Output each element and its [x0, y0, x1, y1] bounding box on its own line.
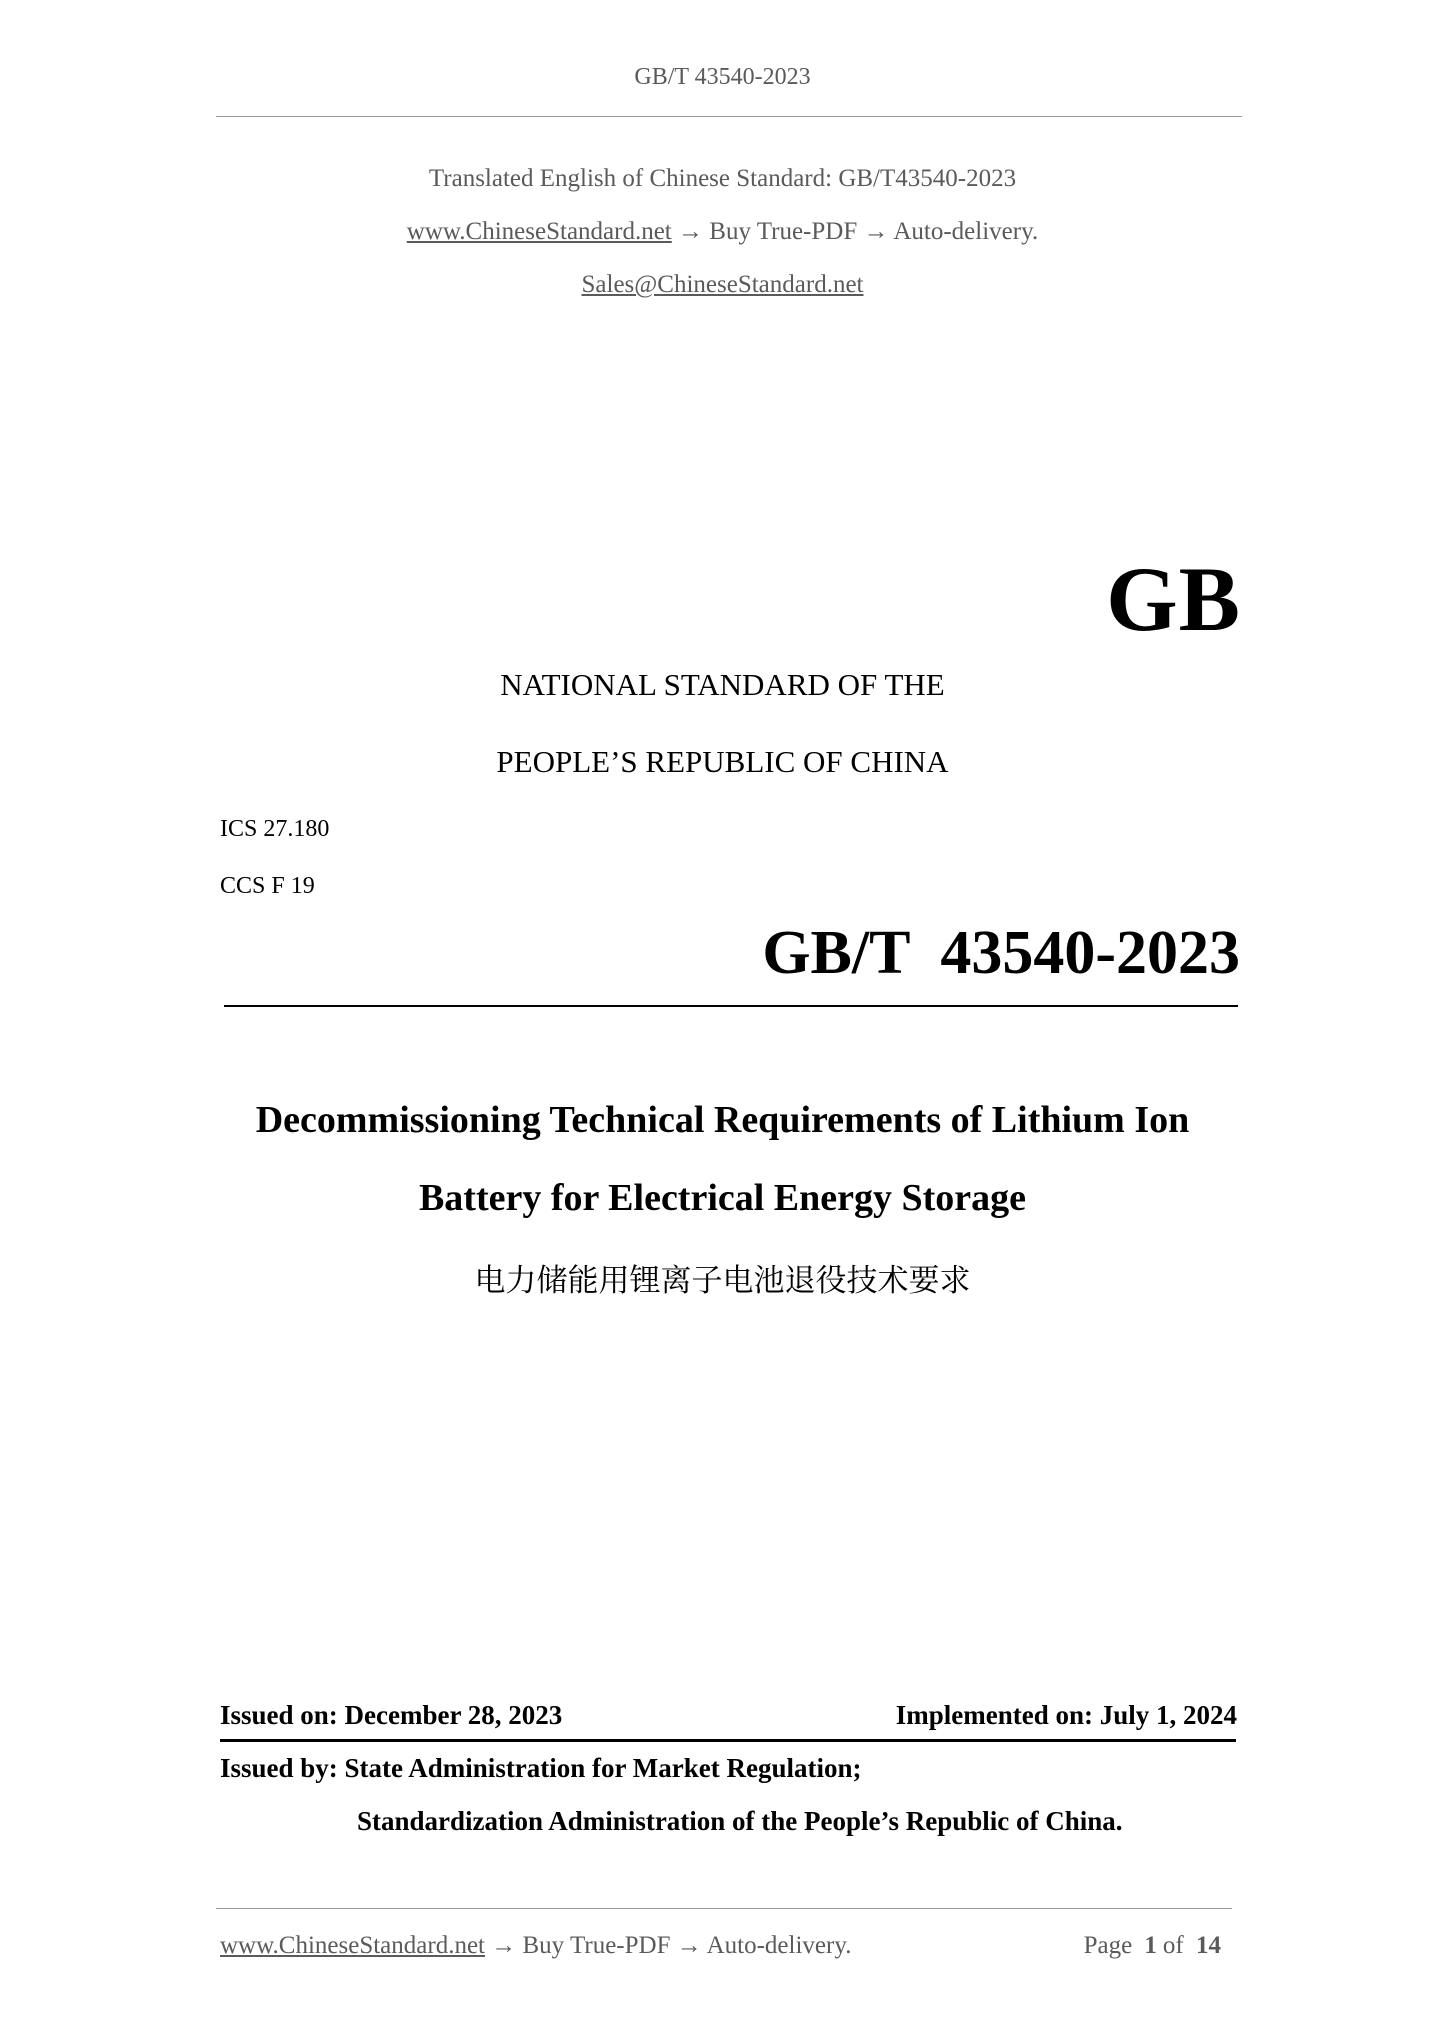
- promo-buy-line: [0, 218, 1445, 246]
- page-label: Page: [1083, 1932, 1133, 1959]
- implemented-on: Implemented on: July 1, 2024: [895, 1700, 1237, 1730]
- page-total: 14: [1196, 1932, 1221, 1959]
- page-of: of: [1162, 1932, 1184, 1959]
- issued-by-line2: Standardization Administration of the People’s Republic of China.: [357, 1806, 1123, 1836]
- header-standard-code: GB/T 43540-2023: [634, 64, 811, 90]
- ics-code: ICS 27.180: [220, 816, 330, 842]
- site-link[interactable]: www.ChineseStandard.net: [406, 218, 672, 245]
- promo-email-line: [0, 271, 1445, 299]
- issued-on: Issued on: December 28, 2023: [220, 1700, 563, 1730]
- national-standard-line2: PEOPLE’S REPUBLIC OF CHINA: [496, 744, 949, 779]
- title-en-line1: Decommissioning Technical Requirements of Lithium Ion: [255, 1099, 1190, 1141]
- national-standard-line1: NATIONAL STANDARD OF THE: [500, 667, 945, 702]
- translated-line: Translated English of Chinese Standard: GB/T43540-2023: [428, 165, 1017, 192]
- page-current: 1: [1144, 1932, 1157, 1959]
- title-en-line2: Battery for Electrical Energy Storage: [418, 1177, 1027, 1219]
- ccs-code: CCS F 19: [220, 873, 315, 899]
- footer-site-link[interactable]: www.ChineseStandard.net: [220, 1932, 485, 1959]
- buy-text: → Buy True-PDF → Auto-delivery.: [671, 218, 1039, 245]
- footer-buy-text: → Buy True-PDF → Auto-delivery.: [485, 1932, 852, 1959]
- gb-mark: GB: [1106, 548, 1241, 650]
- email-link[interactable]: Sales@ChineseStandard.net: [581, 271, 864, 298]
- page-indicator: [1084, 1932, 1227, 1960]
- footer-divider: [216, 1908, 1232, 1909]
- issue-divider: [220, 1739, 1236, 1742]
- standard-number: GB/T 43540-2023: [762, 919, 1240, 987]
- issued-by-line1: Issued by: State Administration for Market Regulation;: [220, 1753, 862, 1783]
- title-cn: 电力储能用锂离子电池退役技术要求: [474, 1263, 971, 1299]
- footer-promo: [220, 1932, 851, 1960]
- standard-number-rule: [224, 1005, 1238, 1007]
- header-divider: [216, 116, 1242, 117]
